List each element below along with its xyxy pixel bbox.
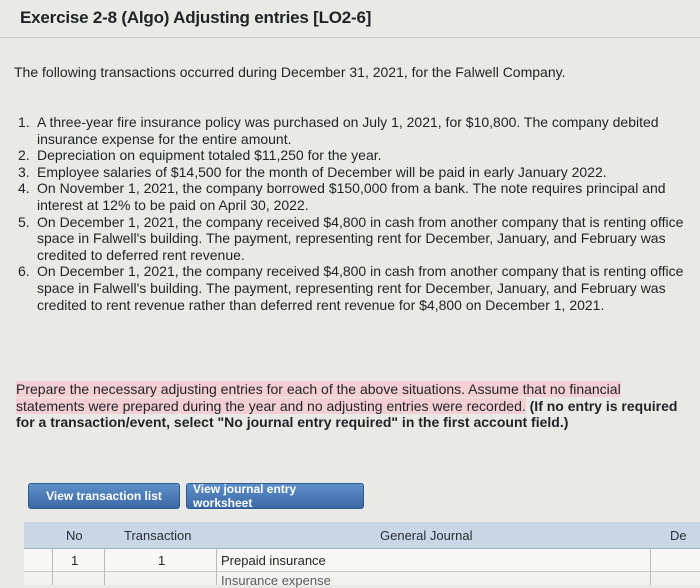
list-item (18, 263, 690, 313)
header-debit: De (670, 528, 687, 543)
intro-text: The following transactions occurred during December 31, 2021, for the Falwell Company. (14, 64, 566, 80)
list-item (18, 147, 690, 164)
item-number: 1. (18, 114, 30, 130)
column-divider (216, 549, 217, 585)
list-item (18, 164, 690, 181)
item-text: On December 1, 2021, the company received $4,800 in cash from another company that is renting office space in Falwell's building. The payment, representing rent for December, January, and February was credited to deferred rent revenue. (37, 213, 684, 263)
table-header (24, 522, 700, 549)
item-number: 4. (18, 180, 30, 197)
list-item (18, 180, 690, 213)
page-title: Exercise 2-8 (Algo) Adjusting entries [LO2-6] (20, 8, 372, 27)
instructions-note: (If no entry is required for a transaction/event, select "No journal entry required" in the first account field.) (16, 397, 678, 431)
header-general-journal: General Journal (380, 528, 473, 543)
view-transaction-list-button[interactable]: View transaction list (28, 483, 180, 509)
list-item (18, 214, 690, 264)
item-text: A three-year fire insurance policy was purchased on July 1, 2021, for $10,800. The company debited insurance expense for the entire amount. (37, 114, 659, 147)
instructions (16, 381, 688, 431)
header-transaction: Transaction (124, 528, 192, 543)
item-text: On December 1, 2021, the company received $4,800 in cash from another company that is renting office space in Falwell's building. The payment, representing rent for December, January, and February was credited to rent revenue rather than deferred rent revenue for $4,800 on December 1, 2021. (37, 263, 684, 313)
item-number: 6. (18, 263, 30, 280)
item-text: Employee salaries of $14,500 for the month of December will be paid in early January 2022. (37, 163, 607, 180)
row-account[interactable]: Prepaid insurance (221, 553, 326, 568)
row-transaction: 1 (158, 553, 166, 568)
title-divider (0, 37, 700, 38)
column-divider (650, 549, 651, 585)
item-number: 5. (18, 213, 30, 230)
table-row[interactable] (24, 549, 700, 572)
action-buttons (28, 483, 364, 509)
transaction-list (18, 114, 690, 313)
instructions-main: Prepare the necessary adjusting entries for each of the above situations. Assume that no financial statements were prepared during the year and no adjusting entries were recorded. (16, 381, 621, 414)
header-no: No (66, 528, 83, 543)
item-number: 3. (18, 163, 30, 180)
column-divider (52, 549, 53, 585)
row-account-partial[interactable]: Insurance expense (221, 573, 331, 588)
view-journal-worksheet-button[interactable]: View journal entry worksheet (186, 483, 364, 509)
item-number: 2. (18, 147, 30, 164)
item-text: On November 1, 2021, the company borrowed $150,000 from a bank. The note requires principal and interest at 12% to be paid on April 30, 2022. (37, 180, 666, 213)
list-item (18, 114, 690, 147)
item-text: Depreciation on equipment totaled $11,250 for the year. (37, 147, 382, 164)
journal-table (24, 522, 700, 588)
column-divider (104, 549, 105, 585)
row-no: 1 (71, 553, 79, 568)
